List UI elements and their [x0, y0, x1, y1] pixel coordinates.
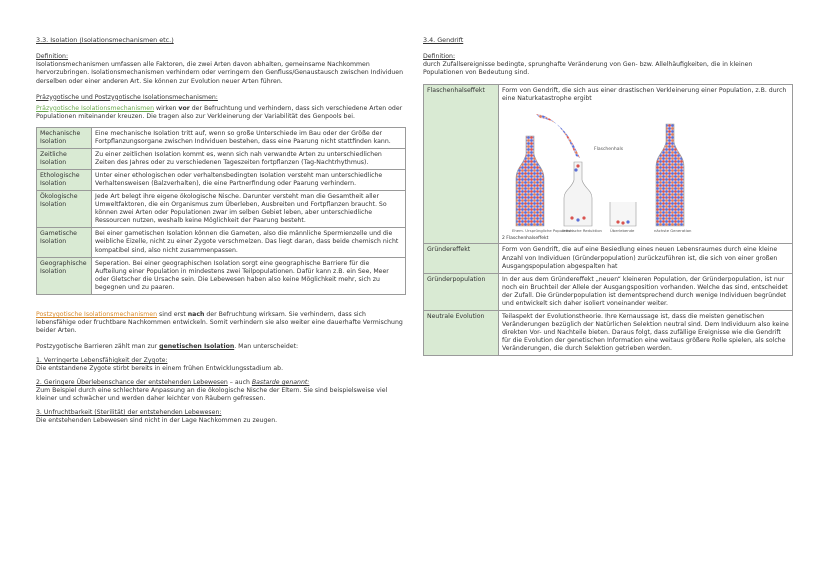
- prezygotic-paragraph: Präzygotische Isolationsmechanismen wirken vor der Befruchtung und verhindern, dass sich verschiedene Arten oder Populationen miteinander kreuzen. Die tragen also zur Verkleinerung der Variabilität des Genpools bei.: [36, 104, 403, 120]
- table-term: Gametische Isolation: [37, 228, 92, 257]
- table-term: Neutrale Evolution: [424, 310, 499, 355]
- list-item-text: Zum Beispiel durch eine schlechtere Anpassung an die ökologische Nische der Eltern. Sie sind beispielsweise viel kleiner und schwächer und werden daher leichter von Räubern gefressen.: [36, 387, 388, 403]
- table-row: [424, 244, 793, 273]
- label-flaschenhals: Flaschenhals: [594, 146, 624, 152]
- table-term: Zeitliche Isolation: [37, 148, 92, 169]
- gendrift-table: [423, 84, 793, 357]
- postzygotic-paragraph: Postzygotische Isolationsmechanismen sind erst nach der Befruchtung wirksam. Sie verhindern, dass sich lebensfähige oder fruchtbare Nachkommen entwickeln. Somit verhindern sie also weiter eine dauerhafte Vermischung beider Arten.: [36, 310, 403, 334]
- right-column: [423, 36, 793, 356]
- label-survivors: Überlebende: [610, 227, 635, 233]
- definition-label-gendrift: Definition:: [423, 53, 456, 61]
- table-row: [37, 257, 406, 294]
- prezygotic-table: [36, 127, 406, 295]
- table-description: Zu einer zeitlichen Isolation kommt es, wenn sich nah verwandte Arten zu unterschiedlichen Zeiten des Jahres oder zu verschiedenen Tageszeiten fortpflanzen (Tag-Nachtrhythmus).: [92, 148, 406, 169]
- list-item: [36, 379, 406, 403]
- section-heading-gendrift: 3.4. Gendrift: [423, 36, 464, 44]
- list-item-title: 1. Verringerte Lebensfähigkeit der Zygote:: [36, 357, 168, 365]
- list-item-text: Die entstehenden Lebewesen sind nicht in der Lage Nachkommen zu zeugen.: [36, 417, 278, 425]
- prezygotic-term: Präzygotische Isolationsmechanismen: [36, 104, 155, 112]
- list-item-text: Die entstandene Zygote stirbt bereits in einem frühen Entwicklungsstadium ab.: [36, 365, 284, 373]
- table-description: Form von Gendrift, die auf eine Besiedlung eines neuen Lebensraumes durch eine kleine Anzahl von Individuen (Gründerpopulation) zurückzuführen ist, die sich von einer großen Ausgangspopulation abgespalten hat: [499, 244, 793, 273]
- table-description: Unter einer ethologischen oder verhaltensbedingten Isolation versteht man unterschiedliche Verhaltensweisen (Balzverhalten), die eine Partnerfindung oder Paarung verhindern.: [92, 170, 406, 191]
- table-row: [37, 170, 406, 191]
- section-heading-isolation: 3.3. Isolation (Isolationsmechanismen etc.): [36, 36, 174, 44]
- table-term: Flaschenhalseffekt: [424, 84, 499, 244]
- table-row: [424, 310, 793, 355]
- table-term: Gründereffekt: [424, 244, 499, 273]
- table-description: In der aus dem Gründereffekt „neuen“ kleineren Population, der Gründerpopulation, ist nur noch ein Bruchteil der Allele der Ausgangsposition vorhanden. Welche das sind, entscheidet der Zufall. Die Gründerpopulation ist dementsprechend durch wenige Individuen begründet und entwickelt sich daher isoliert voneinander weiter.: [499, 273, 793, 310]
- label-random: drastische Reduktion: [562, 227, 602, 233]
- label-original: Ehem. Ursprüngliche Population: [512, 227, 573, 233]
- label-next: nächste Generation: [654, 227, 692, 233]
- table-row: [424, 273, 793, 310]
- table-term: Geographische Isolation: [37, 257, 92, 294]
- list-item: [36, 357, 406, 373]
- left-column: [36, 36, 406, 426]
- postzygotic-barriers-intro: Postzygotische Barrieren zählt man zur genetischen Isolation. Man unterscheidet:: [36, 343, 299, 351]
- sub-heading-mechanisms: Präzygotische und Postzygotische Isolationsmechanismen:: [36, 93, 218, 101]
- table-description: Teilaspekt der Evolutionstheorie. Ihre Kernaussage ist, dass die meisten genetischen Veränderungen bezüglich der Natürlichen Selektion neutral sind. Dem Individuum also keine direkten Vor- und Nachteile bieten. Daraus folgt, dass zufällige Ereignisse wie die Gendrift für die Evolution der genetischen Information eine weitaus größere Rolle spielen, als solche Veränderungen, die durch Selektion getrieben werden.: [499, 310, 793, 355]
- emphasis-nach: nach: [187, 310, 205, 318]
- genetic-isolation-term: genetischen Isolation: [159, 343, 235, 351]
- postzygotic-list: [36, 357, 406, 425]
- list-item-title: 3. Unfruchtbarkeit (Sterilität) der entstehenden Lebewesen:: [36, 409, 222, 417]
- definition-text: Isolationsmechanismen umfassen alle Faktoren, die zwei Arten davon abhalten, gemeinsame Nachkommen hervorzubringen. Isolationsmechanismen verhindern oder verringern den Genfluss/Genaustausch zwischen Individuen derselben oder einer anderen Art. Sie können zur Evolution neuer Arten führen.: [36, 61, 404, 85]
- table-term: Ökologische Isolation: [37, 191, 92, 228]
- figure-caption: 2 Flaschenhalseffekt: [502, 235, 549, 241]
- definition-label: Definition:: [36, 53, 69, 61]
- list-item-title: 2. Geringere Überlebenschance der entstehenden Lebewesen – auch Bastarde genannt:: [36, 379, 310, 387]
- table-term: Gründerpopulation: [424, 273, 499, 310]
- table-row: [37, 148, 406, 169]
- table-description: Eine mechanische Isolation tritt auf, wenn so große Unterschiede im Bau oder der Größe der Fortpflanzungsorgane zwischen Individuen bestehen, dass eine Paarung nicht stattfinden kann.: [92, 127, 406, 148]
- table-description: Jede Art belegt ihre eigene ökologische Nische. Darunter versteht man die Gesamtheit aller Umweltfaktoren, die ein Organismus zum Überleben, Ausbreiten und Fortpflanzen braucht. So können zwei Arten oder Populationen zwar im selben Gebiet leben, aber unterschiedliche Ressourcen nutzen, weshalb keine Möglichkeit der Paarung besteht.: [92, 191, 406, 228]
- postzygotic-term: Postzygotische Isolationsmechanismen: [36, 310, 158, 318]
- bottleneck-illustration: [506, 106, 696, 236]
- table-row: [424, 84, 793, 244]
- table-description: Bei einer gametischen Isolation können die Gameten, also die männliche Spermienzelle und die weibliche Eizelle, nicht zu einer Zygote verschmelzen. Das liegt daran, dass beide chemisch nicht kompatibel sind, also nicht zusammenpassen.: [92, 228, 406, 257]
- table-row: [37, 228, 406, 257]
- emphasis-vor: vor: [178, 104, 190, 112]
- table-description: Form von Gendrift, die sich aus einer drastischen Verkleinerung einer Population, z.B. durch eine Naturkatastrophe ergibt Flaschenhals Ehem. Ursprüngliche Population drastische Reduktion Überlebende nächste Generation 2 Flaschenhalseffekt: [499, 84, 793, 244]
- list-item: [36, 409, 406, 425]
- table-term: Ethologische Isolation: [37, 170, 92, 191]
- definition-text-gendrift: durch Zufallsereignisse bedingte, sprunghafte Veränderung von Gen- bzw. Allelhäufigkeiten, die in kleinen Populationen von Bedeutung sind.: [423, 61, 753, 77]
- table-row: [37, 191, 406, 228]
- table-row: [37, 127, 406, 148]
- table-description: Seperation. Bei einer geographischen Isolation sorgt eine geographische Barriere für die Aufteilung einer Population in mindestens zwei Teilpopulationen. Dafür kann z.B. ein See, Meer oder Gletscher die Ursache sein. Die Lebewesen haben also keine Möglichkeit mehr, sich zu begegnen und zu paaren.: [92, 257, 406, 294]
- table-term: Mechanische Isolation: [37, 127, 92, 148]
